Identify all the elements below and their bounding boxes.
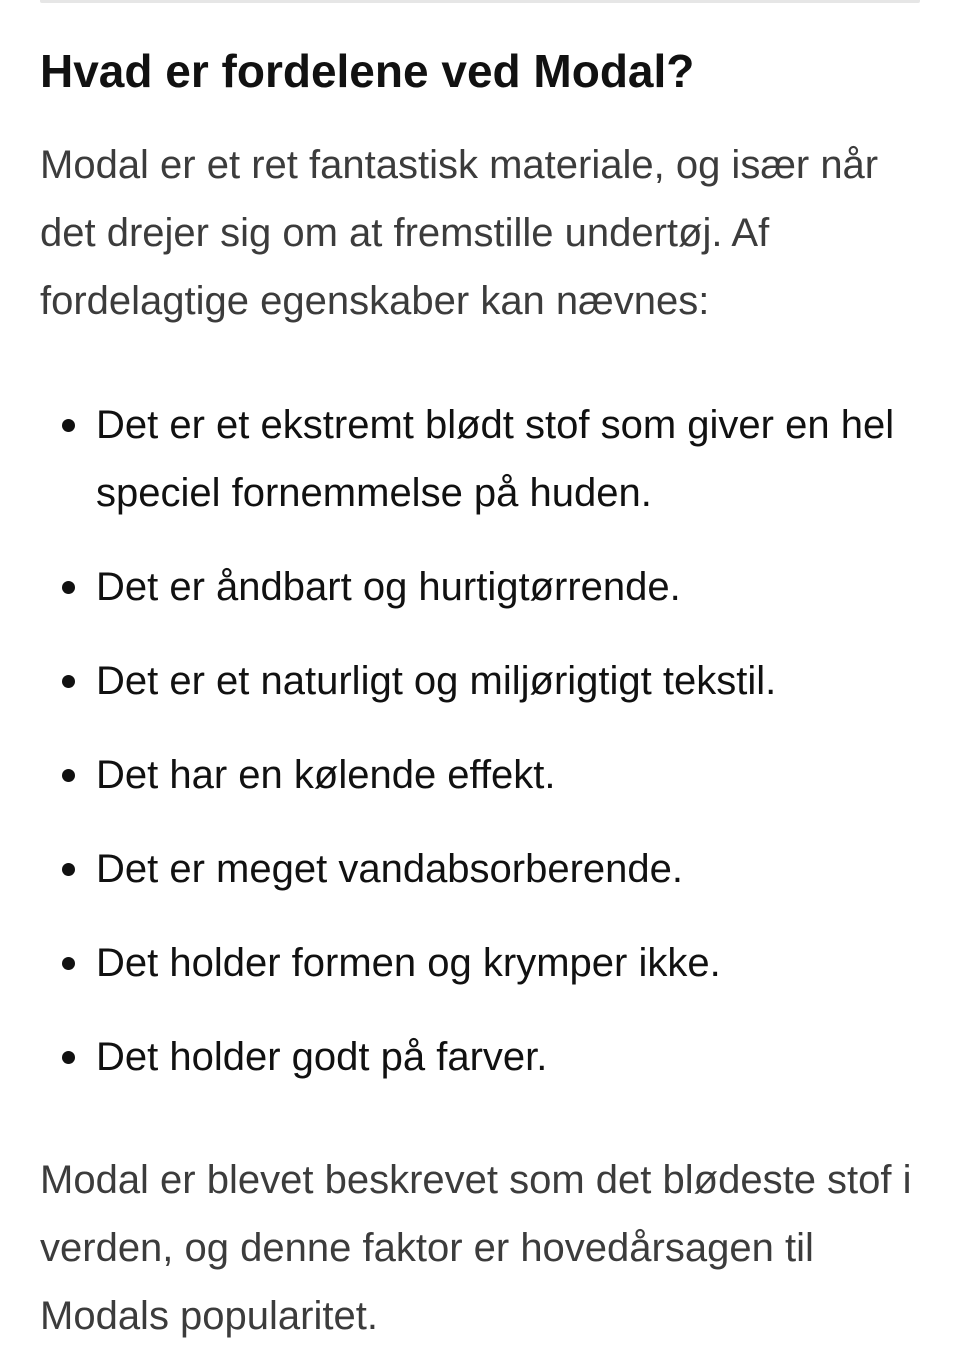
benefit-text: Det holder formen og krymper ikke. xyxy=(96,941,721,985)
closing-paragraph: Modal er blevet beskrevet som det blødeste stof i verden, og denne faktor er hovedårsagen til Modals popularitet. xyxy=(40,1158,912,1338)
bullet-icon xyxy=(62,863,75,876)
benefit-text: Det har en kølende effekt. xyxy=(96,753,556,797)
benefit-text: Det er åndbart og hurtigtørrende. xyxy=(96,565,681,609)
benefit-text: Det er meget vandabsorberende. xyxy=(96,847,684,891)
benefit-text: Det er et naturligt og miljørigtigt tekstil. xyxy=(96,659,777,703)
bullet-icon xyxy=(62,419,75,432)
bullet-icon xyxy=(62,675,75,688)
obscured-text-overlay xyxy=(450,1282,920,1366)
top-divider xyxy=(40,0,920,3)
intro-paragraph: Modal er et ret fantastisk materiale, og især når det drejer sig om at fremstille undertøj. Af fordelagtige egenskaber kan nævnes: xyxy=(40,143,879,323)
section-heading: Hvad er fordelene ved Modal? xyxy=(40,45,695,97)
bullet-icon xyxy=(62,957,75,970)
benefit-text: Det holder godt på farver. xyxy=(96,1035,548,1079)
bullet-icon xyxy=(62,1051,75,1064)
bullet-icon xyxy=(62,581,75,594)
bullet-icon xyxy=(62,769,75,782)
benefit-text: Det er et ekstremt blødt stof som giver en hel speciel fornemmelse på huden. xyxy=(96,403,895,515)
